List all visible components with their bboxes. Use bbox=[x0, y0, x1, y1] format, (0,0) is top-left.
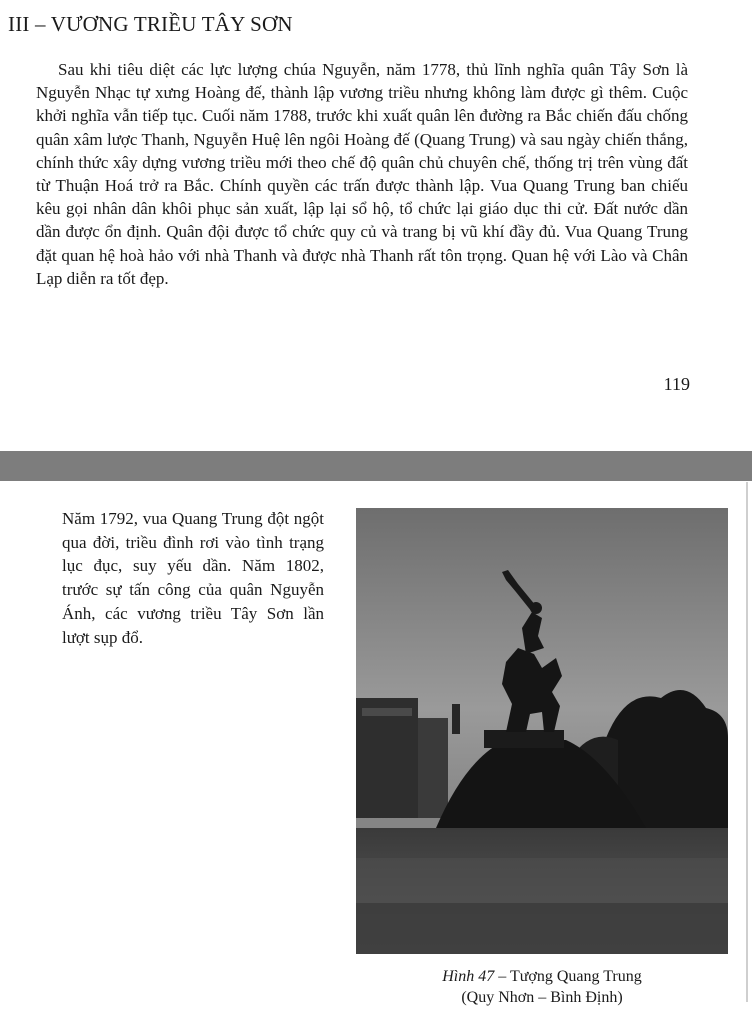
figure-label: Hình 47 bbox=[442, 968, 495, 985]
figure-caption-line-1 bbox=[356, 966, 728, 987]
statue-photo-graphic bbox=[356, 508, 728, 954]
body-paragraph-2: Năm 1792, vua Quang Trung đột ngột qua đời, triều đình rơi vào tình trạng lục đục, suy yếu dần. Năm 1802, trước sự tấn công của quân Nguyễn Ánh, các vương triều Tây Sơn lần lượt sụp đổ. bbox=[62, 509, 324, 647]
figure-caption bbox=[356, 966, 728, 1008]
section-title: III – VƯƠNG TRIỀU TÂY SƠN bbox=[8, 12, 293, 36]
page-divider bbox=[0, 451, 752, 481]
figure-caption-location: (Quy Nhơn – Bình Định) bbox=[461, 989, 623, 1006]
body-paragraph-1: Sau khi tiêu diệt các lực lượng chúa Nguyễn, năm 1778, thủ lĩnh nghĩa quân Tây Sơn là Nguyễn Nhạc tự xưng Hoàng đế, thành lập vương triều nhưng không làm được gì thêm. Cuộc khởi nghĩa vẫn tiếp tục. Cuối năm 1788, trước khi xuất quân lên đường ra Bắc chiến đấu chống quân xâm lược Thanh, Nguyễn Huệ lên ngôi Hoàng đế (Quang Trung) và sau ngày chiến thắng, chính thức xây dựng vương triều mới theo chế độ quân chủ chuyên chế, thống trị trên vùng đất từ Thuận Hoá trở ra Bắc. Chính quyền các trấn được thành lập. Vua Quang Trung ban chiếu kêu gọi nhân dân khôi phục sản xuất, lập lại sổ hộ, tổ chức lại giáo dục thi cử. Đất nước dần dần được ổn định. Quân đội được tổ chức quy củ và trang bị vũ khí đầy đủ. Vua Quang Trung đặt quan hệ hoà hảo với nhà Thanh và được nhà Thanh rất tôn trọng. Quan hệ với Lào và Chân Lạp diễn ra tốt đẹp. bbox=[36, 60, 688, 288]
statue-photo bbox=[356, 508, 728, 954]
figure-caption-title: – Tượng Quang Trung bbox=[494, 968, 642, 985]
page-edge bbox=[746, 482, 748, 1002]
page-number: 119 bbox=[663, 374, 690, 394]
